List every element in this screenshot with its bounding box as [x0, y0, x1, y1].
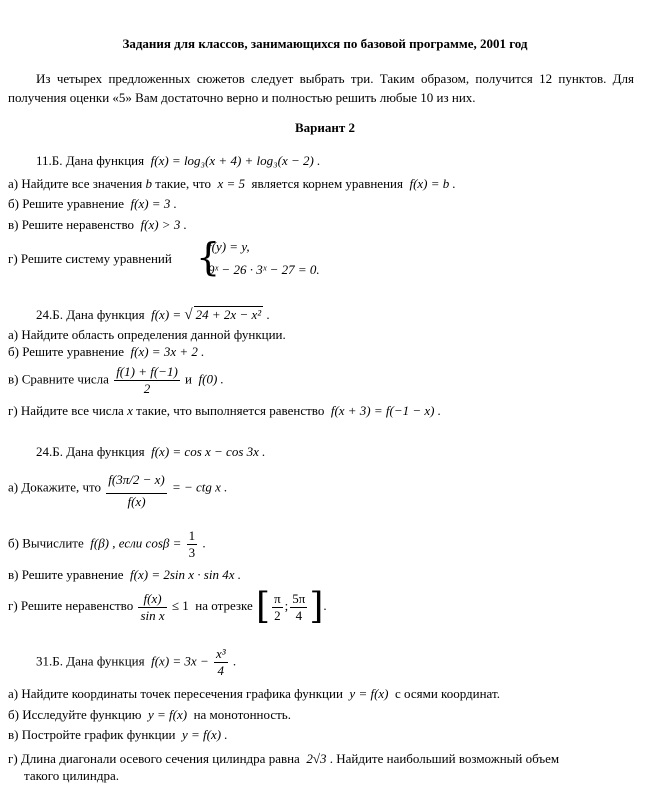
- system-equation-1: f(y) = y,: [208, 239, 250, 254]
- problem-31-part-v: в) Постройте график функции y = f(x) .: [8, 727, 228, 742]
- system-brace: {: [196, 235, 221, 279]
- problem-31-part-a: а) Найдите координаты точек пересечения графика функции y = f(x) с осями координат.: [8, 686, 500, 701]
- variant-heading: Вариант 2: [294, 120, 356, 135]
- problem-24b-part-a: а) Докажите, что $\frac{f(3\pi/2 - x)}{f(x)}$ = − ctg x .: [8, 467, 227, 510]
- problem-24b-part-b: б) Вычислите f(β) , если cosβ = $\frac{1}{3}$ .: [8, 528, 206, 560]
- system-equation-2: 9ˣ − 26 · 3ˣ − 27 = 0.: [208, 262, 320, 277]
- problem-11-part-a: а) Найдите все значения b такие, что x = 5 является корнем уравнения f(x) = b .: [8, 176, 456, 191]
- intro-paragraph: Из четырех предложенных сюжетов следует выбрать три. Таким образом, получится 12 пунктов. Для получения оценки «5» Вам достаточно верно и полностью решить любые 10 из них.: [8, 71, 634, 105]
- fraction: $\frac{f(x)}{\text{sin x}}$: [140, 590, 165, 623]
- fraction: $\frac{f(1) + f(-1)}{2}$: [116, 364, 178, 396]
- problem-24b-heading: 24.Б. Дана функция f(x) = cos x − cos 3x .: [36, 444, 266, 459]
- problem-24a-part-b: б) Решите уравнение f(x) = 3x + 2 .: [8, 344, 205, 359]
- document-title: Задания для классов, занимающихся по базовой программе, 2001 год: [122, 36, 528, 51]
- problem-11-part-b: б) Решите уравнение f(x) = 3 .: [8, 196, 177, 211]
- problem-11-heading: 11.Б. Дана функция f(x) = log₃(x + 4) + log₃(x − 2) .: [36, 153, 321, 168]
- fraction: $\frac{5\pi}{4}$: [292, 590, 306, 623]
- problem-11-part-g: г) Решите систему уравнений: [8, 251, 172, 266]
- problem-11-part-v: в) Решите неравенство f(x) > 3 .: [8, 217, 187, 232]
- problem-24b-part-g: г) Решите неравенство $\frac{f(x)}{\text{sin x}}$ ≤ 1 на отрезке [ $\frac{\pi}{2}$ ; $\frac{5\pi}{4}$ ].: [8, 586, 327, 627]
- problem-24b-part-v: в) Решите уравнение f(x) = 2sin x · sin 4x .: [8, 567, 241, 582]
- fraction: $\frac{1}{3}$: [188, 528, 196, 560]
- problem-31-heading: 31.Б. Дана функция f(x) = 3x − $\frac{\text{x³}}{4}$ .: [36, 646, 237, 678]
- problem-24a-part-a: а) Найдите область определения данной функции.: [8, 327, 286, 342]
- problem-24a-part-v: в) Сравните числа $\frac{f(1) + f(-1)}{2}$ и f(0) .: [8, 364, 224, 396]
- problem-24a-heading: 24.Б. Дана функция f(x) = √ 24 + 2x − x² .: [36, 307, 270, 323]
- fraction: $\frac{f(3\pi/2 - x)}{f(x)}$: [106, 467, 166, 510]
- problem-31-part-g: г) Длина диагонали осевого сечения цилиндра равна 2√3 . Найдите наибольший возможный объем такого цилиндра.: [8, 751, 560, 783]
- problem-24a-part-g: г) Найдите все числа x такие, что выполняется равенство f(x + 3) = f(−1 − x) .: [8, 403, 441, 418]
- fraction: $\frac{\pi}{2}$: [274, 590, 281, 623]
- fraction: $\frac{\text{x³}}{4}$: [215, 646, 226, 678]
- problem-31-part-b: б) Исследуйте функцию y = f(x) на монотонность.: [8, 707, 291, 722]
